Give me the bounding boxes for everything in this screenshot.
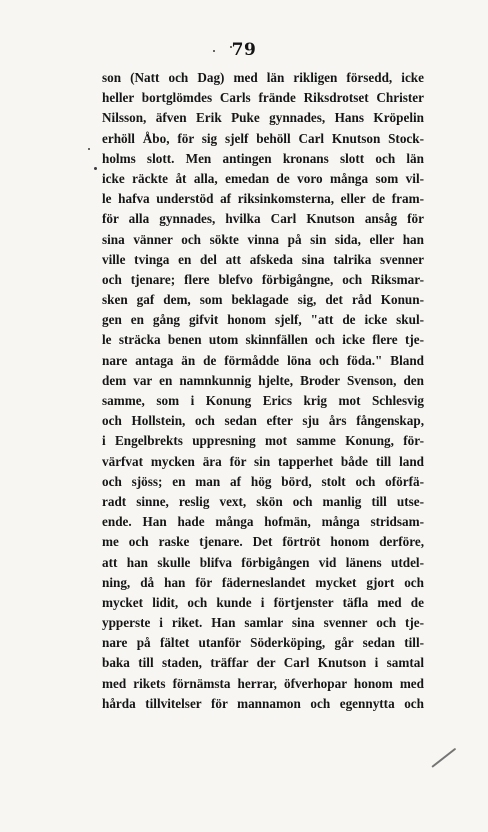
text-line: med rikets förnämsta herrar, öfverhopar honom med bbox=[102, 675, 424, 691]
text-line: sina vänner och sökte vinna på sin sida, eller han bbox=[102, 231, 424, 247]
text-line: i Engelbrekts uppresning mot samme Konung, för- bbox=[102, 433, 424, 449]
text-line: me och raske tjenare. Det förtröt honom derföre, bbox=[102, 534, 424, 550]
text-line: och tjenare; flere blefvo förbigångne, och Riksmar- bbox=[102, 271, 424, 287]
page-number: 79 bbox=[231, 40, 257, 60]
text-line: ypperste i riket. Han samlar sina svenner och tje- bbox=[102, 615, 424, 631]
text-line: och sjöss; en man af hög börd, stolt och oförfä- bbox=[102, 473, 424, 489]
text-line: att han skulle blifva förbigången vid länens utdel- bbox=[102, 554, 424, 570]
text-line: erhöll Åbo, för sig sjelf behöll Carl Knutson Stock- bbox=[102, 130, 424, 146]
text-line: son (Natt och Dag) med län rikligen försedd, icke bbox=[102, 70, 424, 85]
text-line: le hafva understöd af riksinkomsterna, eller de fram- bbox=[102, 191, 424, 207]
text-line: dem var en namnkunnig hjelte, Broder Svenson, den bbox=[102, 372, 424, 388]
text-line: radt sinne, reslig vext, skön och manlig till utse- bbox=[102, 493, 424, 509]
text-line: ende. Han hade många hofmän, många stridsam- bbox=[102, 514, 424, 530]
text-line: ville tvinga en del att afskeda sina talrika svenner bbox=[102, 251, 424, 267]
body-text bbox=[102, 68, 424, 714]
text-line: hårda tillvitelser för mannamon och egennytta och bbox=[102, 695, 424, 711]
text-line: ning, då han för fäderneslandet mycket gjort och bbox=[102, 574, 424, 590]
text-line: och Hollstein, och sedan efter sju års fångenskap, bbox=[102, 413, 424, 429]
text-line: samme, som i Konung Erics krig mot Schlesvig bbox=[102, 393, 424, 408]
text-line: mycket lidit, och kunde i förtjenster täfla med de bbox=[102, 594, 424, 610]
paper-scratch bbox=[431, 748, 456, 768]
text-line: sken gaf dem, som beklagade sig, det råd Konun- bbox=[102, 292, 424, 308]
print-speck bbox=[230, 46, 232, 48]
text-line: le sträcka benen utom skinnfällen och icke flere tje- bbox=[102, 332, 424, 348]
text-line: icke räckte åt alla, emedan de voro många som vil- bbox=[102, 170, 424, 186]
text-line: nare antaga än de förmådde löna och föda." Bland bbox=[102, 352, 424, 368]
text-line: heller bortglömdes Carls frände Riksdrotset Christer bbox=[102, 90, 424, 106]
text-line: Nilsson, äfven Erik Puke gynnades, Hans Kröpelin bbox=[102, 110, 424, 126]
text-line: holms slott. Men antingen kronans slott och län bbox=[102, 150, 424, 166]
text-line: för alla gynnades, hvilka Carl Knutson ansåg för bbox=[102, 211, 424, 227]
print-speck bbox=[94, 167, 97, 170]
print-speck bbox=[88, 148, 90, 150]
text-line: baka till staden, träffar der Carl Knutson i samtal bbox=[102, 655, 424, 671]
print-speck bbox=[213, 50, 215, 52]
text-line: nare på fältet utanför Söderköping, går sedan till- bbox=[102, 635, 424, 651]
text-line: värfvat mycken ära för sin tapperhet både till land bbox=[102, 453, 424, 469]
text-line: gen en gång gifvit honom sjelf, "att de icke skul- bbox=[102, 312, 424, 328]
